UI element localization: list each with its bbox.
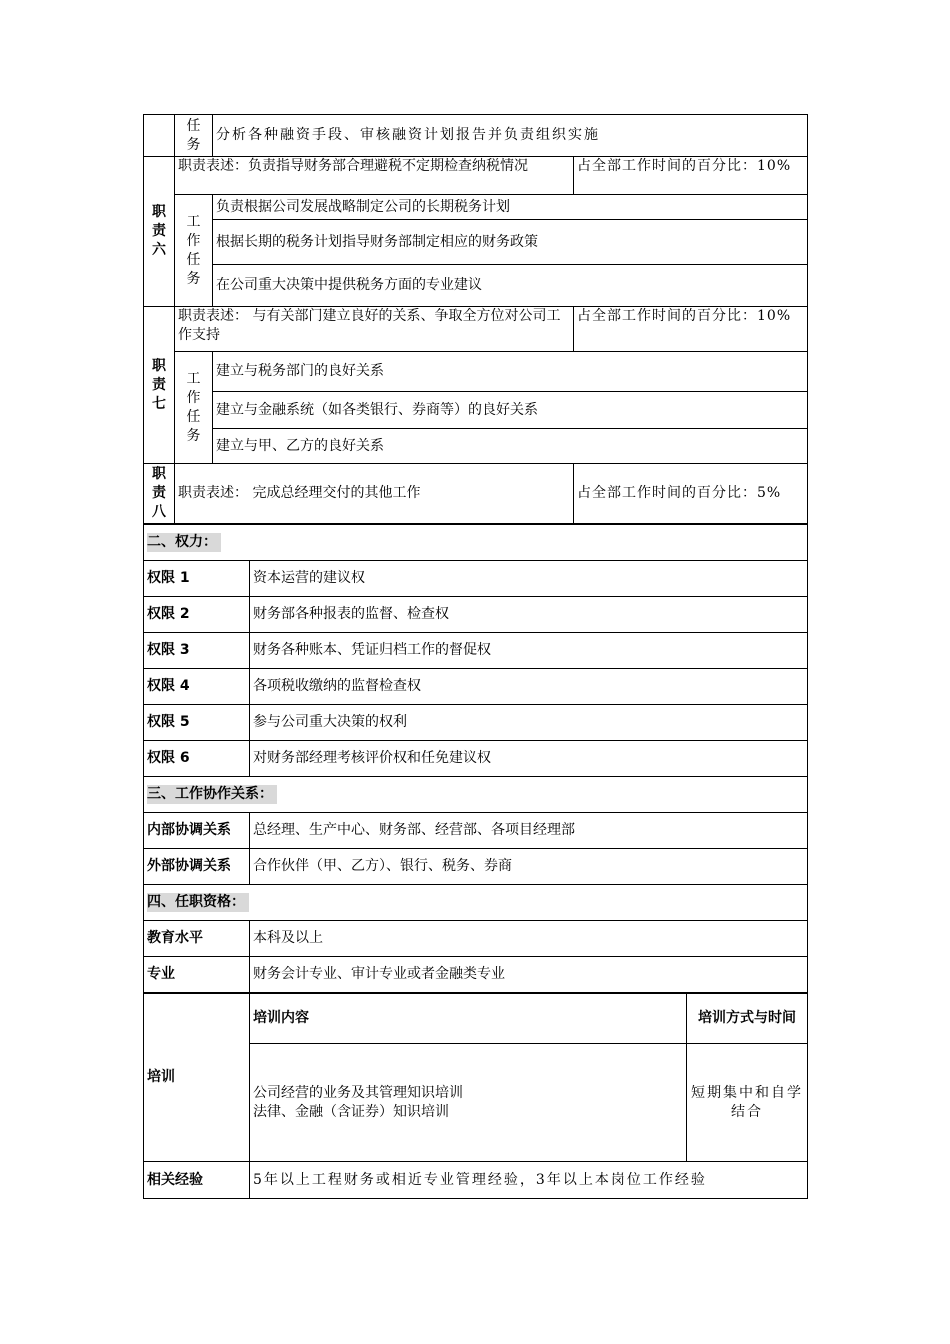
duty6-task-row: [144, 265, 808, 307]
authority-value: 对财务部经理考核评价权和任免建议权: [250, 741, 808, 777]
qualification-title: 四、任职资格：: [147, 893, 249, 912]
duty7-label: 职责七: [144, 307, 175, 464]
duty8-percent: 占全部工作时间的百分比：5%: [574, 464, 808, 524]
duty7-task-2: 建立与金融系统（如各类银行、券商等）的良好关系: [213, 392, 808, 429]
authority-label: 权限 6: [144, 741, 250, 777]
major-label: 专业: [144, 957, 250, 993]
qualification-section-row: [144, 885, 808, 921]
education-row: [144, 921, 808, 957]
internal-relations-row: [144, 813, 808, 849]
training-content-line: 法律、金融（含证券）知识培训: [253, 1103, 449, 1120]
authority-value: 资本运营的建议权: [250, 561, 808, 597]
duty6-label: 职责六: [144, 157, 175, 307]
major-value: 财务会计专业、审计专业或者金融类专业: [250, 957, 808, 993]
qualification-section-cell: [144, 885, 808, 921]
authority-row: [144, 705, 808, 741]
job-description-page: [143, 114, 807, 1199]
duty7-task-row: [144, 429, 808, 464]
duty6-task-label: 工作任务: [175, 195, 213, 307]
external-relations-row: [144, 849, 808, 885]
authority-row: [144, 669, 808, 705]
training-content-line: 公司经营的业务及其管理知识培训: [253, 1084, 463, 1101]
duty6-task-row: [144, 220, 808, 265]
authority-row: [144, 633, 808, 669]
authority-row: [144, 597, 808, 633]
internal-relations-value: 总经理、生产中心、财务部、经营部、各项目经理部: [250, 813, 808, 849]
duty5-label-cell: [144, 115, 175, 157]
training-label: 培训: [144, 994, 250, 1162]
authority-section-row: [144, 525, 808, 561]
duty5-task-row: [144, 115, 808, 157]
authority-label: 权限 4: [144, 669, 250, 705]
training-table: [143, 993, 808, 1199]
duty7-task-label: 工作任务: [175, 352, 213, 464]
training-content-cell: [250, 1044, 687, 1162]
education-value: 本科及以上: [250, 921, 808, 957]
duty6-task-2: 根据长期的税务计划指导财务部制定相应的财务政策: [213, 220, 808, 265]
training-method-header: 培训方式与时间: [687, 994, 808, 1044]
relations-section-row: [144, 777, 808, 813]
external-relations-value: 合作伙伴（甲、乙方）、银行、税务、券商: [250, 849, 808, 885]
training-method: 短期集中和自学结合: [687, 1044, 808, 1162]
duty6-description: 职责表述：负责指导财务部合理避税不定期检查纳税情况: [175, 157, 574, 195]
experience-value: 5年以上工程财务或相近专业管理经验，3年以上本岗位工作经验: [250, 1162, 808, 1199]
duties-table: [143, 114, 808, 524]
duty6-description-row: [144, 157, 808, 195]
relations-title: 三、工作协作关系：: [147, 785, 277, 804]
duty7-percent: 占全部工作时间的百分比：10%: [574, 307, 808, 352]
duty6-task-3: 在公司重大决策中提供税务方面的专业建议: [213, 265, 808, 307]
authority-value: 财务各种账本、凭证归档工作的督促权: [250, 633, 808, 669]
education-label: 教育水平: [144, 921, 250, 957]
authority-table: [143, 524, 808, 993]
authority-section-cell: [144, 525, 808, 561]
duty5-task-label: 任务: [175, 115, 213, 157]
authority-label: 权限 2: [144, 597, 250, 633]
authority-value: 参与公司重大决策的权利: [250, 705, 808, 741]
duty7-task-row: [144, 392, 808, 429]
authority-label: 权限 3: [144, 633, 250, 669]
external-relations-label: 外部协调关系: [144, 849, 250, 885]
authority-value: 各项税收缴纳的监督检查权: [250, 669, 808, 705]
training-content-header: 培训内容: [250, 994, 687, 1044]
duty7-task-1: 建立与税务部门的良好关系: [213, 352, 808, 392]
experience-row: [144, 1162, 808, 1199]
authority-row: [144, 741, 808, 777]
duty7-task-3: 建立与甲、乙方的良好关系: [213, 429, 808, 464]
duty6-task-row: [144, 195, 808, 220]
authority-title: 二、权力：: [147, 533, 221, 552]
authority-row: [144, 561, 808, 597]
major-row: [144, 957, 808, 993]
duty7-task-row: [144, 352, 808, 392]
duty8-row: [144, 464, 808, 524]
experience-label: 相关经验: [144, 1162, 250, 1199]
authority-value: 财务部各种报表的监督、检查权: [250, 597, 808, 633]
authority-label: 权限 5: [144, 705, 250, 741]
duty7-description-row: [144, 307, 808, 352]
duty6-percent: 占全部工作时间的百分比：10%: [574, 157, 808, 195]
training-header-row: [144, 994, 808, 1044]
relations-section-cell: [144, 777, 808, 813]
internal-relations-label: 内部协调关系: [144, 813, 250, 849]
duty7-description: 职责表述： 与有关部门建立良好的关系、争取全方位对公司工作支持: [175, 307, 574, 352]
duty8-label: 职责八: [144, 464, 175, 524]
duty8-description: 职责表述： 完成总经理交付的其他工作: [175, 464, 574, 524]
duty6-task-1: 负责根据公司发展战略制定公司的长期税务计划: [213, 195, 808, 220]
duty5-task-text: 分析各种融资手段、审核融资计划报告并负责组织实施: [213, 115, 808, 157]
authority-label: 权限 1: [144, 561, 250, 597]
